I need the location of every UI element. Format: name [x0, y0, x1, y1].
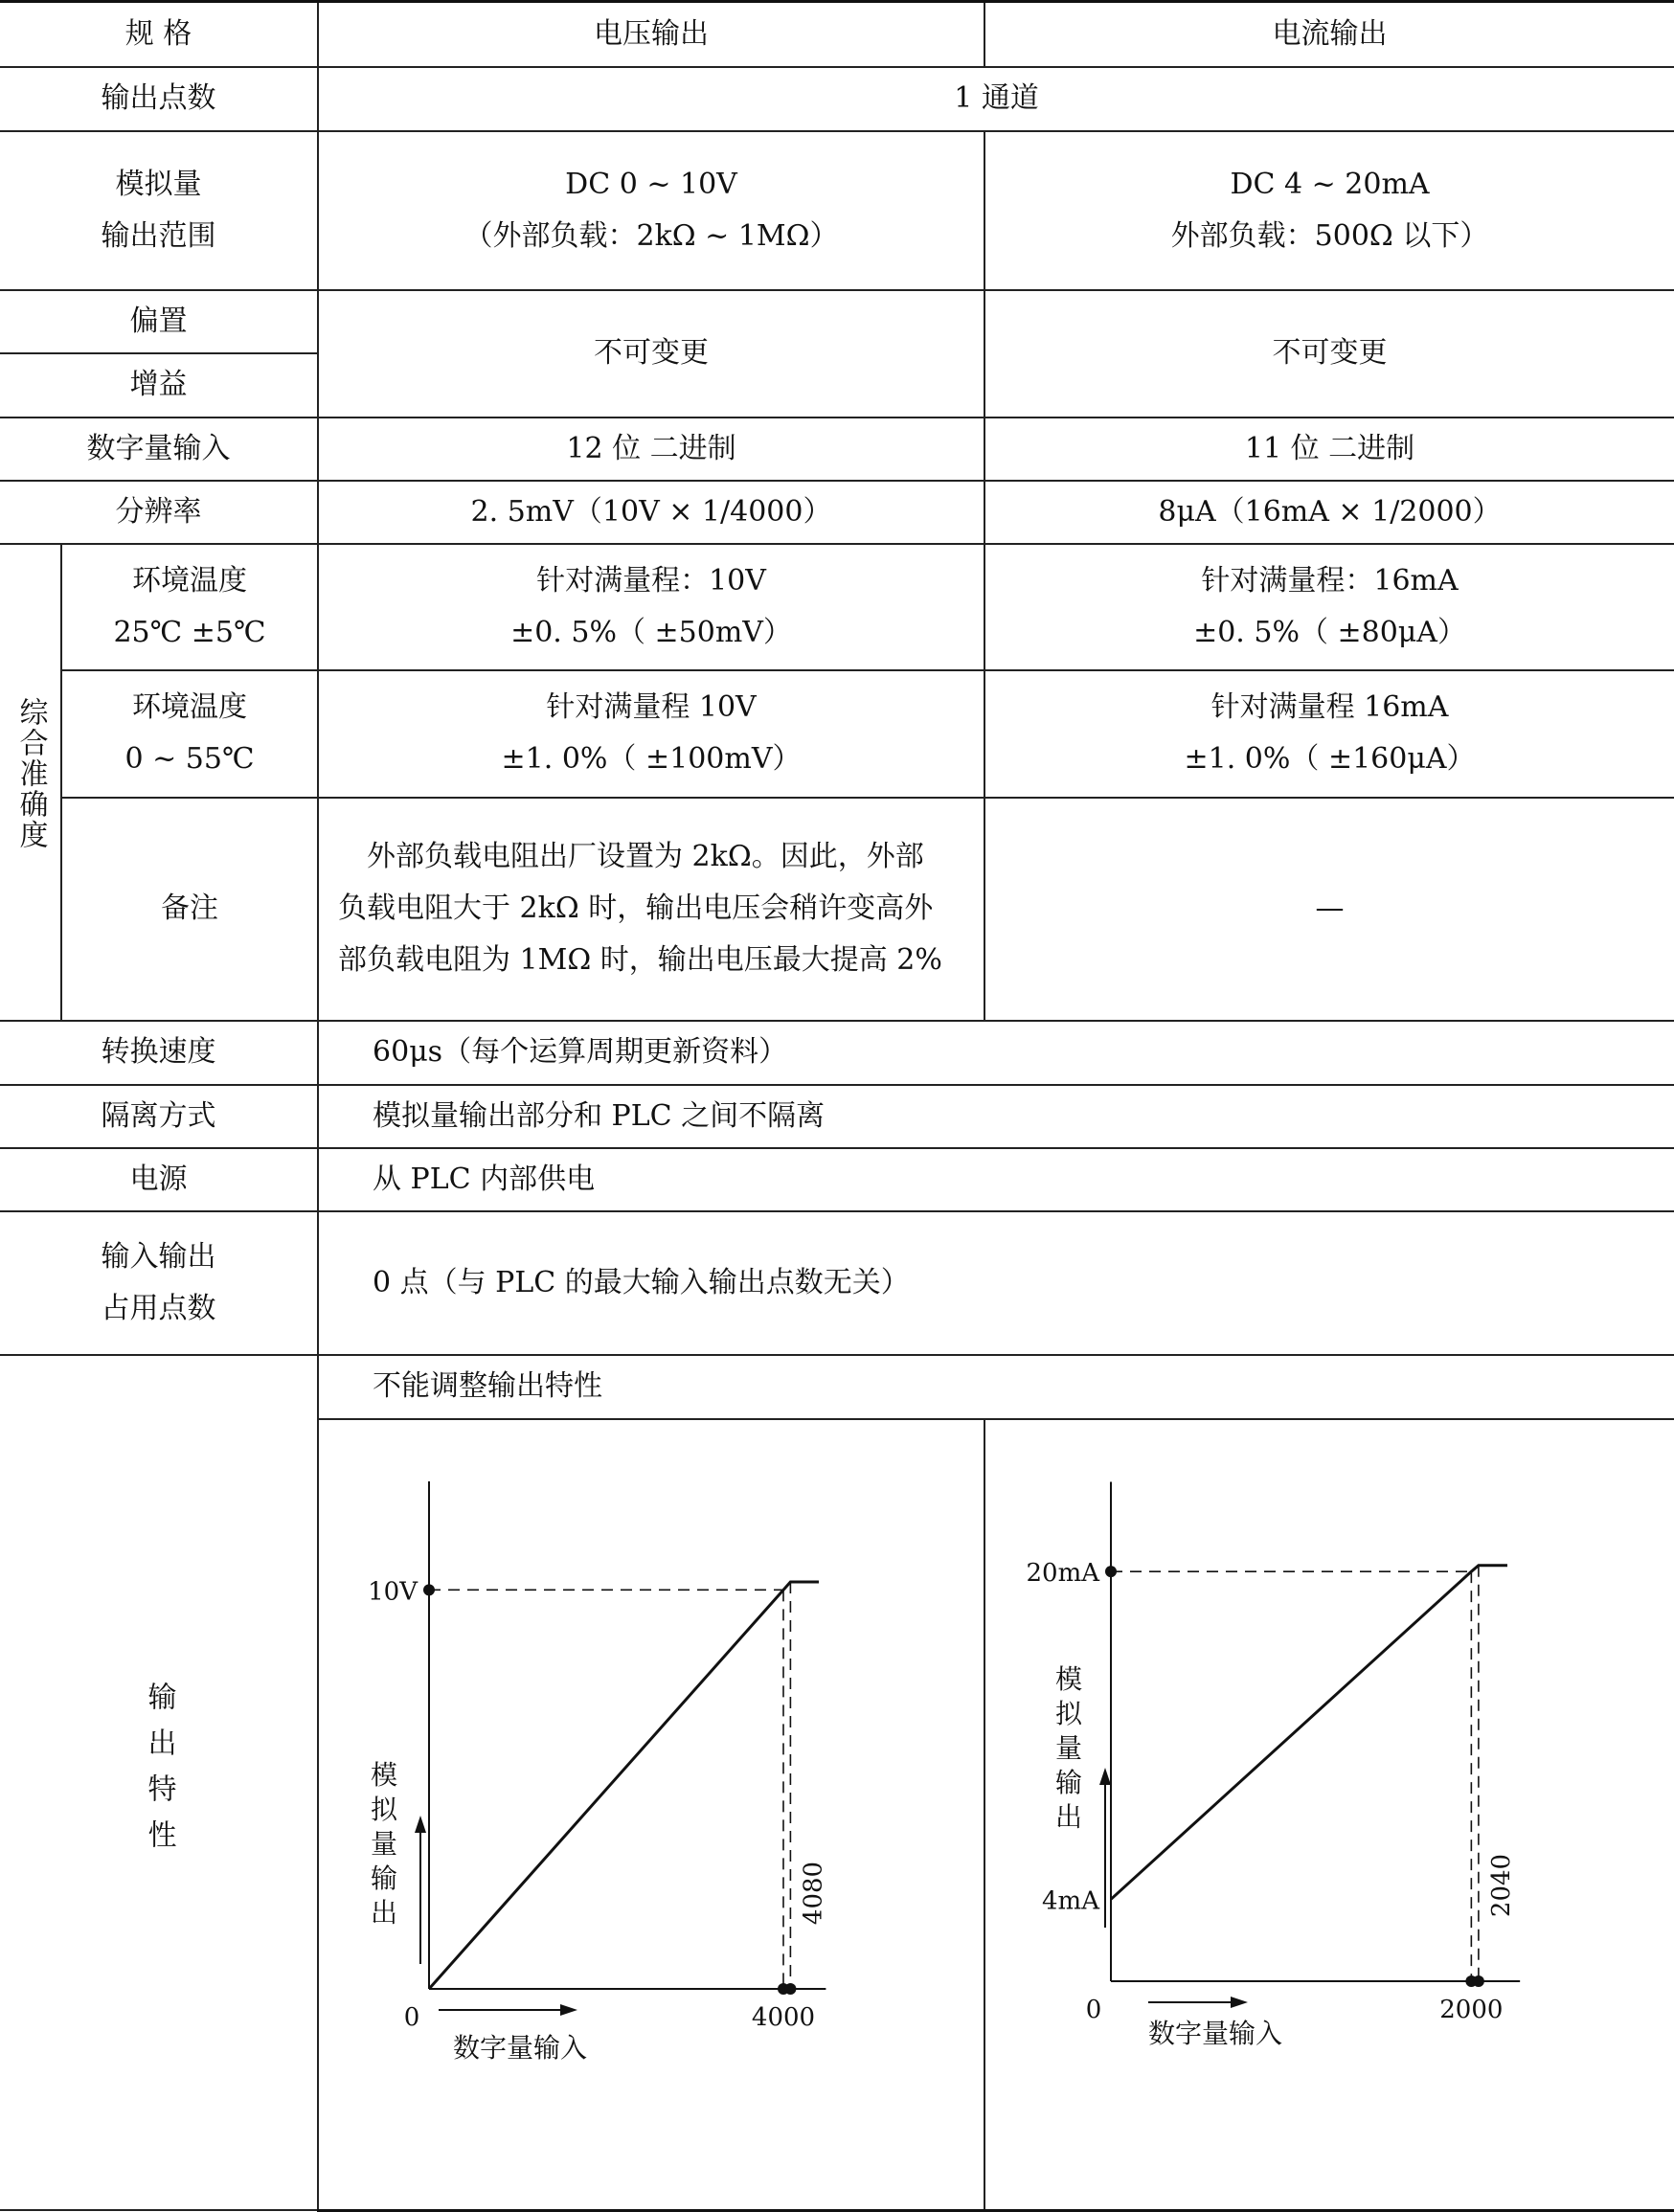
saturation-label: 4080: [799, 1861, 828, 1925]
y-start-label: 4mA: [1042, 1885, 1100, 1915]
origin-label: 0: [403, 2002, 420, 2032]
acc25-voltage-1: 针对满量程：10V: [536, 563, 766, 598]
row-accuracy-note: [0, 798, 1674, 1021]
resolution-current: 8μA（16mA × 1/2000）: [984, 481, 1674, 544]
row-accuracy-25: [0, 544, 1674, 670]
x-arrow-head: [560, 2004, 577, 2016]
x-marker-label: 2000: [1439, 1995, 1504, 2024]
acc55-label-2: 0 ~ 55℃: [124, 742, 255, 776]
y-arrow-head: [415, 1816, 426, 1833]
acc55-current-1: 针对满量程 16mA: [1210, 690, 1449, 724]
note-current: —: [984, 798, 1674, 1021]
row-io: [0, 1211, 1674, 1355]
power-value: 从 PLC 内部供电: [318, 1148, 1674, 1211]
saturation-dot: [784, 1983, 796, 1995]
y-marker-dot: [423, 1584, 435, 1595]
adjust-current: 不可变更: [984, 290, 1674, 418]
y-axis-title: 模拟量输出: [371, 1758, 398, 1929]
range-label-2: 输出范围: [101, 218, 216, 253]
range-voltage-cell: [318, 131, 984, 290]
voltage-chart-cell: [318, 1419, 984, 2211]
acc25-current-2: ±0. 5%（ ±80μA）: [1193, 615, 1466, 649]
resolution-voltage: 2. 5mV（10V × 1/4000）: [318, 481, 984, 544]
row-resolution: [0, 481, 1674, 544]
gain-label: 增益: [0, 353, 318, 418]
isolation-value: 模拟量输出部分和 PLC 之间不隔离: [318, 1085, 1674, 1148]
y-marker-label: 20mA: [1026, 1558, 1100, 1588]
row-points: [0, 67, 1674, 131]
header-voltage: 电压输出: [318, 2, 984, 67]
x-axis-title: 数字量输入: [453, 2031, 588, 2064]
io-value: 0 点（与 PLC 的最大输入输出点数无关）: [318, 1211, 1674, 1355]
acc55-current-cell: [984, 670, 1674, 798]
voltage-chart-wrap: [319, 1420, 984, 2209]
range-voltage-2: （外部负载：2kΩ ~ 1MΩ）: [464, 218, 839, 253]
digital-current: 11 位 二进制: [984, 418, 1674, 481]
speed-value: 60μs（每个运算周期更新资料）: [318, 1021, 1674, 1085]
isolation-label: 隔离方式: [0, 1085, 318, 1148]
y-arrow-head: [1099, 1768, 1111, 1785]
points-label: 输出点数: [0, 67, 318, 131]
row-speed: [0, 1021, 1674, 1085]
note-line-2: 负载电阻大于 2kΩ 时，输出电压会稍许变高外: [338, 892, 934, 925]
note-line-3: 部负载电阻为 1MΩ 时，输出电压最大提高 2%: [338, 943, 942, 977]
header-spec: 规 格: [0, 2, 318, 67]
offset-label: 偏置: [0, 290, 318, 353]
y-marker-dot: [1105, 1566, 1117, 1577]
output-characteristic-line: [1111, 1565, 1507, 1899]
acc25-current-1: 针对满量程：16mA: [1201, 563, 1459, 598]
acc25-label-2: 25℃ ±5℃: [113, 615, 266, 649]
acc55-label-1: 环境温度: [132, 690, 247, 724]
row-isolation: [0, 1085, 1674, 1148]
row-characteristic-note: [0, 1355, 1674, 1419]
accuracy-group-label-cell: [0, 544, 61, 1021]
speed-label: 转换速度: [0, 1021, 318, 1085]
saturation-dot: [1473, 1975, 1484, 1987]
x-marker-label: 4000: [751, 2002, 816, 2032]
acc55-voltage-2: ±1. 0%（ ±100mV）: [501, 742, 802, 776]
range-label-1: 模拟量: [115, 167, 202, 201]
header-current: 电流输出: [984, 2, 1674, 67]
output-characteristic-line: [429, 1582, 819, 1989]
current-chart-cell: [984, 1419, 1674, 2211]
characteristic-note: 不能调整输出特性: [318, 1355, 1674, 1419]
saturation-label: 2040: [1486, 1853, 1516, 1917]
resolution-label: 分辨率: [0, 481, 318, 544]
current-output-chart: [985, 1420, 1674, 2209]
points-value: 1 通道: [318, 67, 1674, 131]
digital-voltage: 12 位 二进制: [318, 418, 984, 481]
row-digital: [0, 418, 1674, 481]
y-marker-label: 10V: [368, 1576, 418, 1606]
row-power: [0, 1148, 1674, 1211]
x-arrow-head: [1231, 1997, 1248, 2008]
acc55-voltage-1: 针对满量程 10V: [546, 690, 757, 724]
range-current-1: DC 4 ~ 20mA: [1230, 167, 1430, 201]
row-offset: [0, 290, 1674, 353]
range-current-cell: [984, 131, 1674, 290]
voltage-output-chart: [319, 1420, 985, 2209]
acc25-voltage-cell: [318, 544, 984, 670]
range-voltage-1: DC 0 ~ 10V: [565, 167, 737, 201]
io-label-2: 占用点数: [101, 1291, 216, 1325]
acc25-label-cell: [61, 544, 318, 670]
io-label-1: 输入输出: [101, 1239, 216, 1274]
io-label-cell: [0, 1211, 318, 1355]
acc55-voltage-cell: [318, 670, 984, 798]
digital-label: 数字量输入: [0, 418, 318, 481]
y-axis-title: 模拟量输出: [1055, 1662, 1083, 1833]
acc55-label-cell: [61, 670, 318, 798]
power-label: 电源: [0, 1148, 318, 1211]
row-range: [0, 131, 1674, 290]
note-line-1: 外部负载电阻出厂设置为 2kΩ。因此，外部: [367, 840, 924, 873]
acc25-label-1: 环境温度: [132, 563, 247, 598]
x-axis-title: 数字量输入: [1148, 2017, 1283, 2049]
row-accuracy-55: [0, 670, 1674, 798]
range-current-2: 外部负载：500Ω 以下）: [1170, 218, 1489, 253]
characteristic-label: 输出特性: [142, 1682, 176, 1866]
current-chart-wrap: [985, 1420, 1674, 2209]
acc25-current-cell: [984, 544, 1674, 670]
range-label-cell: [0, 131, 318, 290]
adjust-voltage: 不可变更: [318, 290, 984, 418]
note-voltage-cell: [318, 798, 984, 1021]
acc55-current-2: ±1. 0%（ ±160μA）: [1184, 742, 1476, 776]
note-label: 备注: [61, 798, 318, 1021]
acc25-voltage-2: ±0. 5%（ ±50mV）: [510, 615, 792, 649]
accuracy-group-label: 综合准确度: [13, 696, 48, 850]
header-row: [0, 2, 1674, 67]
characteristic-label-cell: [0, 1355, 318, 2211]
origin-label: 0: [1085, 1995, 1102, 2024]
